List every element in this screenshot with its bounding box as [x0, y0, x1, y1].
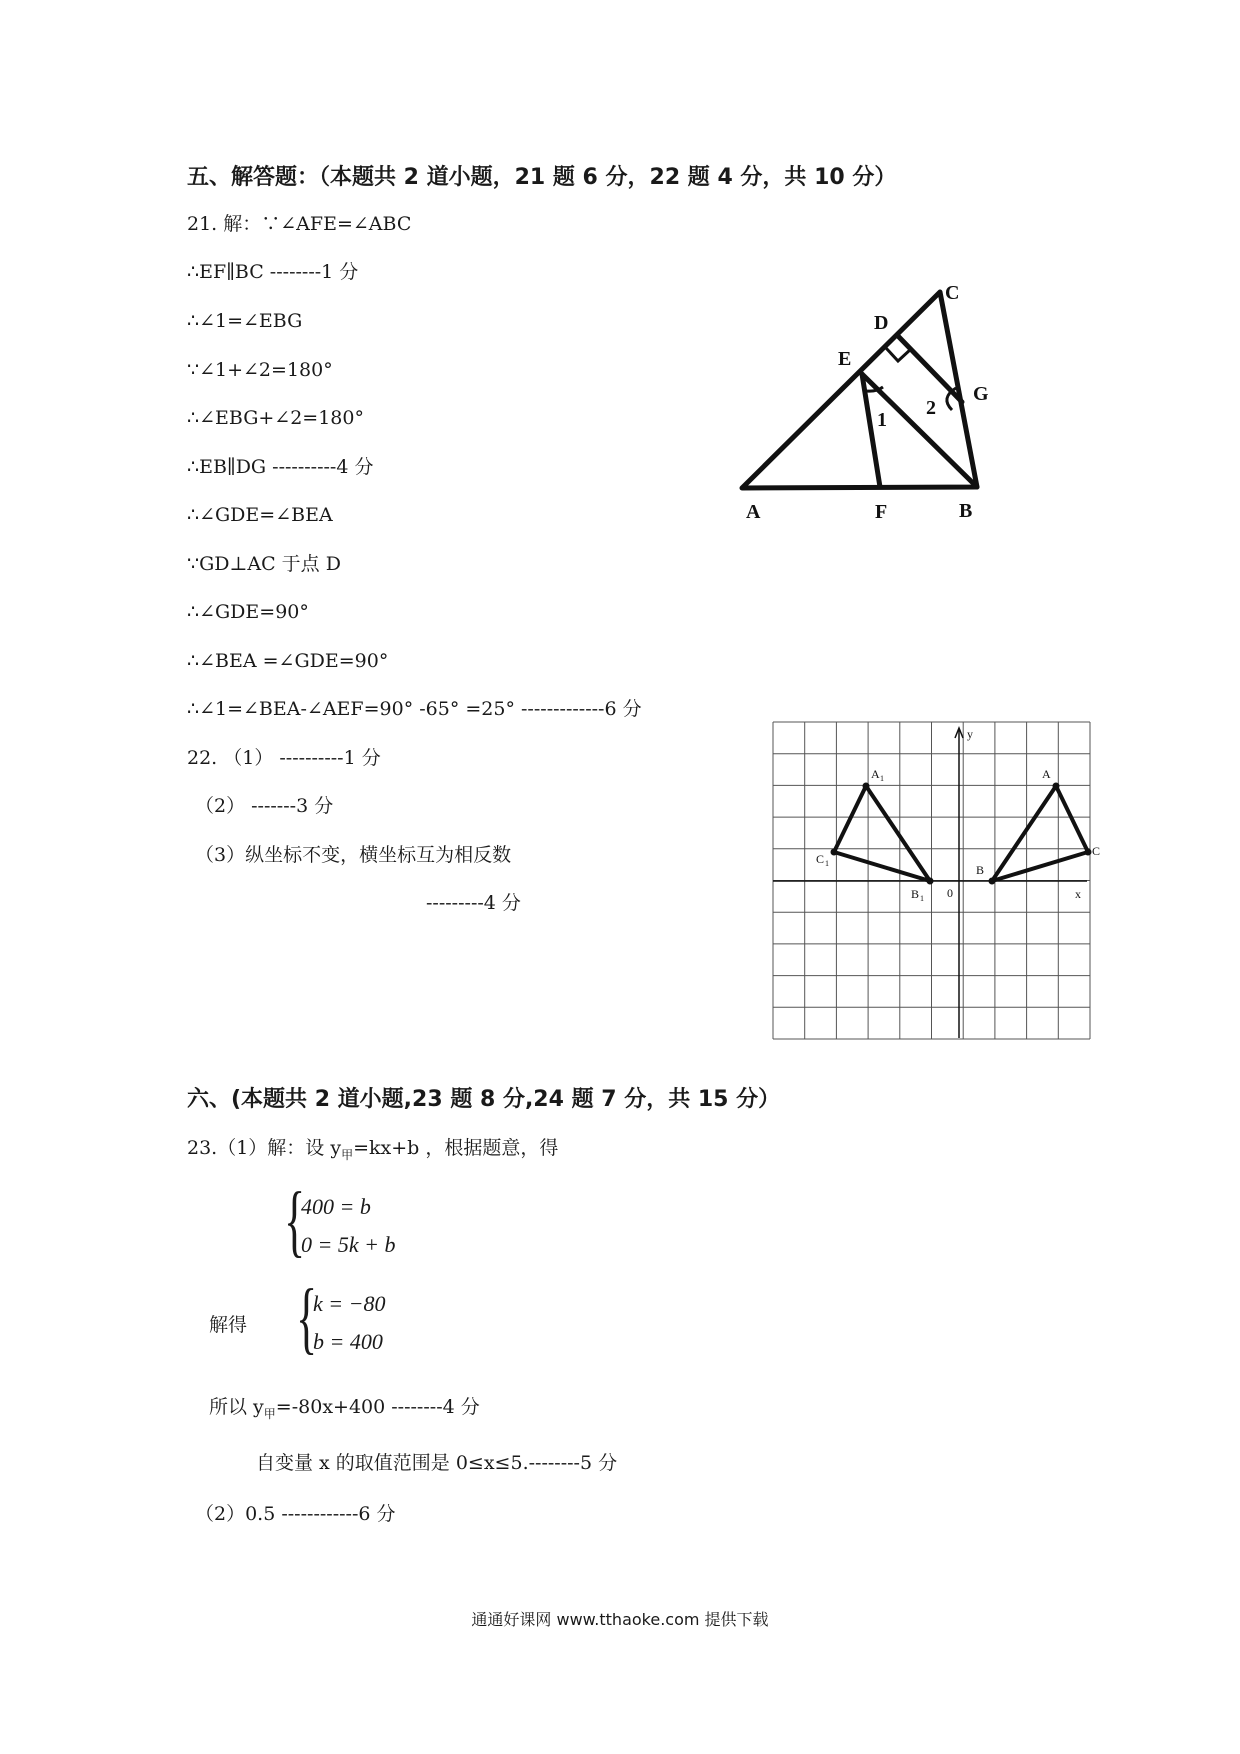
q22-line-1: 22. （1） ----------1 分: [187, 747, 381, 769]
q22-line-4: ---------4 分: [426, 892, 521, 914]
so-line: [209, 1395, 480, 1426]
label-e: E: [838, 348, 852, 370]
q21-line-5: ∴∠EBG+∠2=180°: [187, 407, 364, 429]
label-g: G: [973, 383, 989, 405]
q23-intro-b: =kx+b ，根据题意，得: [353, 1137, 559, 1159]
q21-line-8: ∵GD⊥AC 于点 D: [187, 553, 341, 575]
label-c: C: [945, 282, 960, 304]
so-line-sub: 甲: [263, 1406, 276, 1421]
q21-line-10: ∴∠BEA =∠GDE=90°: [187, 650, 389, 672]
equation-system-1: [284, 1177, 428, 1270]
so-line-b: =-80x+400 --------4 分: [275, 1396, 480, 1418]
label-d: D: [874, 312, 889, 334]
label-point-b1-sub: 1: [920, 894, 924, 903]
so-line-a: 所以 y: [209, 1396, 264, 1418]
label-point-c1: C: [816, 852, 825, 866]
triangle-abc: [742, 292, 977, 488]
label-point-a1: A: [871, 767, 880, 781]
system1-brace: {: [284, 1177, 306, 1265]
label-point-a: A: [1042, 767, 1051, 781]
label-point-a1-sub: 1: [880, 774, 884, 783]
q21-line-11: ∴∠1=∠BEA-∠AEF=90° -65° =25° -------------6 分: [187, 698, 642, 720]
q22-line-2: （2） -------3 分: [195, 795, 334, 817]
triangle-figure: [730, 270, 1020, 530]
q23-intro: [187, 1136, 558, 1167]
label-f: F: [875, 501, 888, 523]
point-c1: [831, 849, 838, 856]
solve-label: 解得: [209, 1314, 248, 1336]
label-point-c1-sub: 1: [825, 859, 829, 868]
section5-title: 五、解答题：（本题共 2 道小题，21 题 6 分，22 题 4 分，共 10 分）: [187, 165, 897, 190]
q21-line-2: ∴EF∥BC --------1 分: [187, 261, 359, 283]
system1-eq2: 0 = 5k + b: [301, 1232, 396, 1257]
triangle-abc-coords: [992, 786, 1088, 881]
q21-line-3: ∴∠1=∠EBG: [187, 310, 303, 332]
point-b1: [927, 878, 934, 885]
q21-line-4: ∵∠1+∠2=180°: [187, 359, 333, 381]
point-a1: [863, 783, 870, 790]
label-origin: 0: [947, 886, 953, 900]
system1-eq1: 400 = b: [301, 1194, 371, 1219]
triangle-a1b1c1: [834, 786, 930, 881]
label-b: B: [959, 500, 973, 522]
label-x-axis: x: [1075, 887, 1081, 901]
label-point-c: C: [1092, 844, 1101, 858]
q22-line-3: （3）纵坐标不变，横坐标互为相反数: [195, 844, 512, 866]
domain-line: 自变量 x 的取值范围是 0≤x≤5.--------5 分: [256, 1452, 618, 1474]
label-point-b1: B: [911, 887, 920, 901]
point-b: [989, 878, 996, 885]
label-a: A: [746, 501, 761, 523]
q21-line-9: ∴∠GDE=90°: [187, 601, 309, 623]
system2-eq1: k = −80: [313, 1291, 386, 1316]
q23-intro-a: 23.（1）解：设 y: [187, 1137, 342, 1159]
q21-line-6: ∴EB∥DG ----------4 分: [187, 456, 374, 478]
footer-text: 通通好课网 www.tthaoke.com 提供下载: [471, 1610, 769, 1629]
label-angle-1: 1: [877, 409, 887, 431]
equation-system-2: [296, 1274, 440, 1367]
q23-part2: （2）0.5 ------------6 分: [195, 1503, 396, 1525]
point-c: [1085, 849, 1092, 856]
label-angle-2: 2: [926, 397, 936, 419]
system2-brace: {: [296, 1274, 318, 1362]
system2-eq2: b = 400: [313, 1329, 383, 1354]
q23-intro-sub: 甲: [341, 1147, 354, 1162]
q21-line-1: 21. 解：∵∠AFE=∠ABC: [187, 213, 412, 235]
point-a: [1053, 783, 1060, 790]
section6-title: 六、(本题共 2 道小题,23 题 8 分,24 题 7 分，共 15 分）: [187, 1087, 781, 1112]
q21-line-7: ∴∠GDE=∠BEA: [187, 504, 333, 526]
coordinate-grid-figure: [770, 718, 1101, 1043]
label-y-axis: y: [967, 727, 973, 741]
right-angle-mark: [886, 348, 911, 361]
label-point-b: B: [976, 863, 985, 877]
